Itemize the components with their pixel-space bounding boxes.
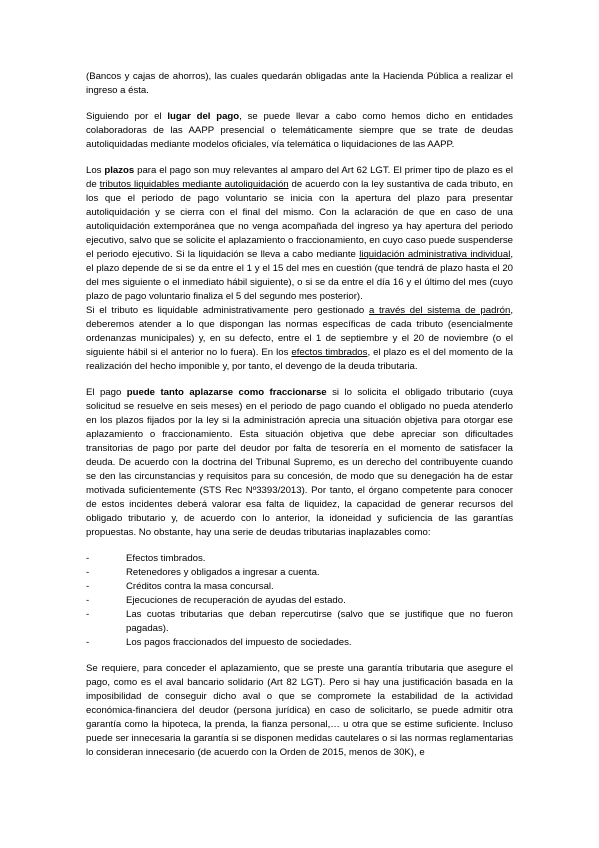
bold-term-aplazamiento: puede tanto aplazarse como fraccionarse xyxy=(126,387,327,398)
list-dash: - xyxy=(86,637,90,648)
underlined-term-sistema-padron: a través del sistema de padrón xyxy=(368,305,511,316)
paragraph-text: Siguiendo por el xyxy=(86,111,168,122)
paragraph-text: El pago xyxy=(86,387,127,398)
paragraph-text: , el plazo es el del momento de la realización del hecho imponible y, por tanto, el devengo de la deuda tributaria. xyxy=(86,347,513,372)
paragraph-text: Si el tributo es liquidable administrativamente pero gestionado xyxy=(86,305,369,316)
list-dash: - xyxy=(86,567,90,578)
paragraph-garantia xyxy=(86,662,513,760)
list-item-text: Ejecuciones de recuperación de ayudas del estado. xyxy=(126,595,346,606)
list-dash: - xyxy=(86,581,90,592)
paragraph-text: Los xyxy=(86,165,105,176)
paragraph-padron xyxy=(86,304,513,374)
list-item-text: Retenedores y obligados a ingresar a cuenta. xyxy=(126,567,320,578)
list-item-text: Efectos timbrados. xyxy=(126,553,206,564)
list-dash: - xyxy=(86,595,90,606)
paragraph-aplazamiento xyxy=(86,386,513,540)
paragraph-text: , el plazo depende de si se da entre el 1 y el 15 del mes en cuestión (que tendrá de plazo hasta el 20 del mes siguiente o el inmediato hábil siguiente), o si se da entre el día 16 y el último del mes (cuyo plazo de pago voluntario finaliza el 5 del segundo mes posterior). xyxy=(86,249,513,302)
list-item xyxy=(86,608,513,636)
list-item-text: Los pagos fraccionados del impuesto de sociedades. xyxy=(126,637,352,648)
list-item xyxy=(86,580,513,594)
underlined-term-liquidacion-individual: liquidación administrativa individual xyxy=(359,249,511,260)
list-item xyxy=(86,566,513,580)
list-dash: - xyxy=(86,609,90,620)
list-item xyxy=(86,594,513,608)
bold-term-lugar-del-pago: lugar del pago xyxy=(167,111,240,122)
paragraph-text: , se puede llevar a cabo como hemos dicho en entidades colaboradoras de las AAPP presencial o telemáticamente siempre que se trate de deudas autoliquidadas mediante modelos oficiales, vía telemática o liquidaciones de las AAPP. xyxy=(86,111,513,150)
paragraph-text: para el pago son muy relevantes al amparo del Art 62 LGT. El primer tipo de plazo es el de xyxy=(86,165,513,190)
bold-term-plazos: plazos xyxy=(104,165,135,176)
paragraph-banks-intro xyxy=(86,70,513,98)
underlined-term-autoliquidacion: tributos liquidables mediante autoliquidación xyxy=(99,179,289,190)
paragraph-text: si lo solicita el obligado tributario (cuya solicitud se resuelve en seis meses) en el periodo de pago cuando el obligado no pueda atenderlo en los plazos fijados por la ley si la administración aprecia una situación objetiva para otorgar ese aplazamiento o fraccionamiento. Esta situación objetiva que debe apreciar son dificultades transitorias de pago por parte del deudor por falta de tesorería en el momento de satisfacer la deuda. De acuerdo con la doctrina del Tribunal Supremo, es un derecho del contribuyente cuando se den las circunstancias y requisitos para su concesión, de modo que su denegación ha de estar motivada suficientemente (STS Rec Nº3393/2013). Por tanto, el órgano competente para conocer de estos incidentes deberá valorar esa falta de liquidez, la capacidad de generar recursos del obligado tributario y, de acuerdo con lo anterior, la idoneidad y suficiencia de las garantías propuestas. No obstante, hay una serie de deudas tributarias inaplazables como: xyxy=(86,387,513,538)
paragraph-text: Se requiere, para conceder el aplazamiento, que se preste una garantía tributaria que asegure el pago, como es el aval bancario solidario (Art 82 LGT). Pero si hay una justificación basada en la imposibilidad de conseguir dicho aval o que se compromete la estabilidad de la actividad económica-financiera del deudor (persona jurídica) en caso de solicitarlo, se puede admitir otra garantía como la hipoteca, la prenda, la fianza personal,… u otra que se estime suficiente. Incluso puede ser innecesaria la garantía si se disponen medidas cautelares o si las normas reglamentarias lo consideran innecesario (de acuerdo con la Orden de 2015, menos de 30K), e xyxy=(86,663,513,758)
list-item xyxy=(86,636,513,650)
list-item-text: Las cuotas tributarias que deban repercutirse (salvo que se justifique que no fueron pagadas). xyxy=(126,609,513,634)
paragraph-text: de acuerdo con la ley sustantiva de cada tributo, en los que el periodo de pago voluntario se inicia con la apertura del plazo para presentar autoliquidación y se cierra con el final del mismo. Con la aclaración de que en caso de una autoliquidación extemporánea que no venga acompañada del ingreso ya hay apertura del periodo ejecutivo, salvo que se solicite el aplazamiento o fraccionamiento, en cuyo caso puede suspenderse el periodo ejecutivo. Si la liquidación se lleva a cabo mediante xyxy=(86,179,513,260)
list-dash: - xyxy=(86,553,90,564)
inaplazables-list xyxy=(86,552,513,650)
list-item xyxy=(86,552,513,566)
paragraph-text: (Bancos y cajas de ahorros), las cuales quedarán obligadas ante la Hacienda Pública a realizar el ingreso a ésta. xyxy=(86,71,513,96)
paragraph-lugar-del-pago xyxy=(86,110,513,152)
paragraph-text: , deberemos atender a lo que dispongan las normas específicas de cada tributo (esencialmente ordenanzas municipales) y, en su defecto, entre el 1 de septiembre y el 20 de noviembre (o el siguiente hábil si el anterior no lo fuera). En los xyxy=(86,305,513,358)
paragraph-plazos xyxy=(86,164,513,304)
list-item-text: Créditos contra la masa concursal. xyxy=(126,581,274,592)
underlined-term-efectos-timbrados: efectos timbrados xyxy=(291,347,368,358)
